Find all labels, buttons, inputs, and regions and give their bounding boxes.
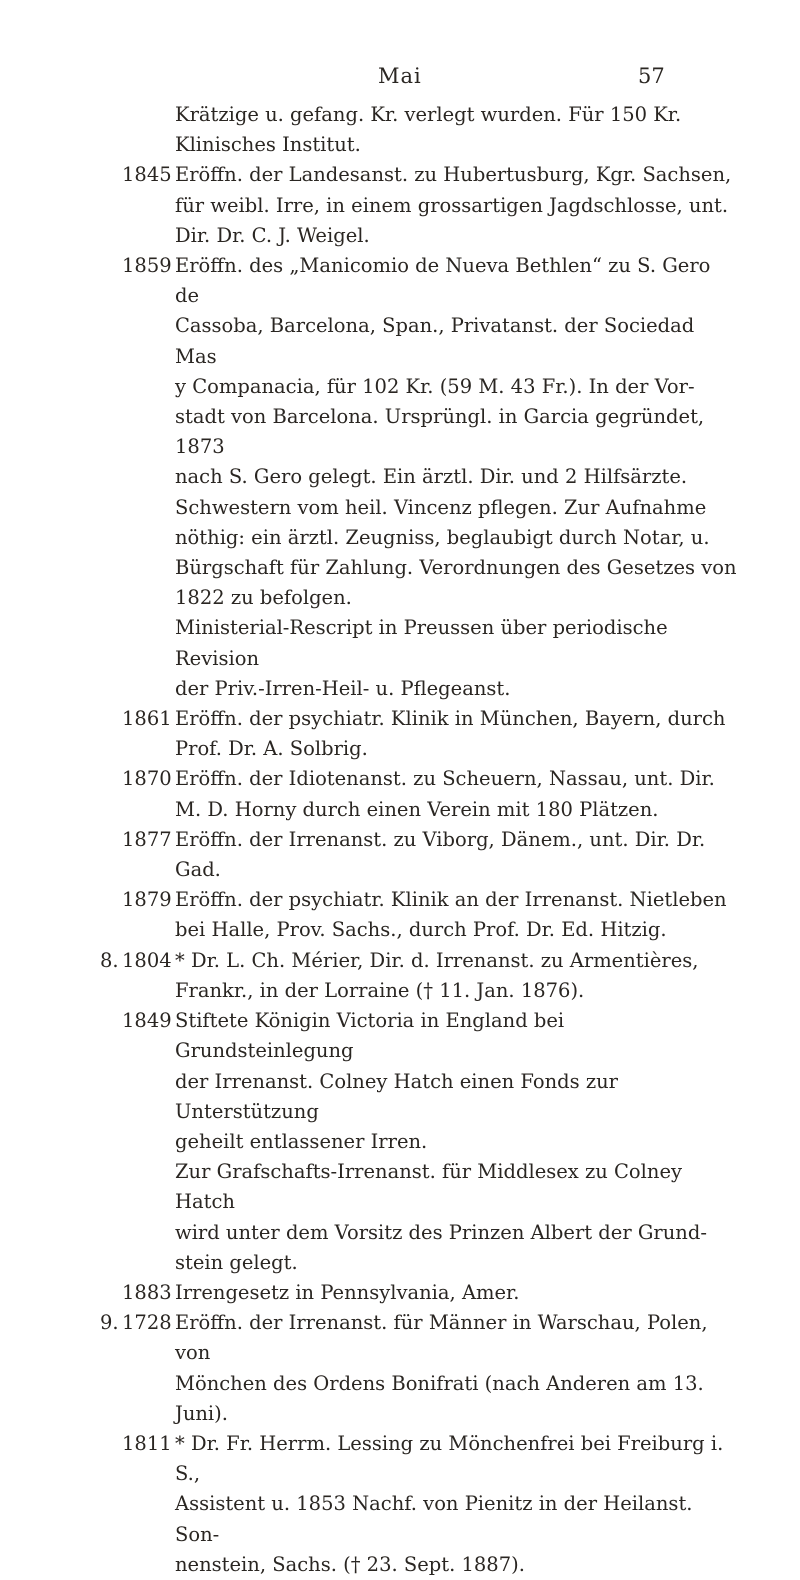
chronicle-entry	[100, 251, 740, 613]
entry-line: Krätzige u. gefang. Kr. verlegt wurden. Für 150 Kr.	[175, 103, 682, 126]
entry-year: 1861	[122, 707, 172, 731]
entry-line: wird unter dem Vorsitz des Prinzen Albert der Grund-	[175, 1220, 707, 1244]
entry-year: 1870	[122, 767, 172, 791]
entry-line: Eröffn. der Landesanst. zu Hubertusburg, Kgr. Sachsen,	[175, 163, 732, 187]
page-header	[0, 64, 800, 94]
entry-line: * Dr. L. Ch. Mérier, Dir. d. Irrenanst. zu Armentières,	[175, 948, 699, 972]
entry-line: nach S. Gero gelegt. Ein ärztl. Dir. und 2 Hilfsärzte.	[175, 465, 688, 489]
chronicle-body	[100, 100, 740, 1580]
entry-year: 1879	[122, 888, 172, 912]
entry-line: geheilt entlassener Irren.	[175, 1129, 428, 1153]
entry-year: 1849	[122, 1009, 172, 1033]
entry-line: 1822 zu befolgen.	[175, 586, 352, 610]
day-number	[100, 100, 122, 160]
entry-line: Mönchen des Ordens Bonifrati (nach Anderen am 13. Juni).	[175, 1371, 704, 1425]
entry-line: Irrengesetz in Pennsylvania, Amer.	[175, 1280, 520, 1304]
entry-line: y Companacia, für 102 Kr. (59 M. 43 Fr.). In der Vor-	[175, 374, 695, 398]
entry-year: 1877	[122, 827, 172, 851]
entry-year: 1883	[122, 1280, 172, 1304]
entry-year: 1804	[122, 948, 172, 972]
entry-year	[122, 100, 175, 160]
entry-line: Ministerial-Rescript in Preussen über periodische Revision	[175, 616, 668, 670]
entry-line: der Priv.-Irren-Heil- u. Pflegeanst.	[175, 676, 511, 700]
entry-line: Eröffn. der psychiatr. Klinik an der Irrenanst. Nietleben	[175, 888, 727, 912]
entry-line: Assistent u. 1853 Nachf. von Pienitz in der Heilanst. Son-	[175, 1492, 693, 1546]
day-number	[100, 160, 122, 251]
entry-line: stadt von Barcelona. Ursprüngl. in Garcia gegründet, 1873	[175, 405, 705, 459]
chronicle-entry	[100, 946, 740, 1006]
day-number	[100, 251, 122, 613]
entry-line: nenstein, Sachs. († 23. Sept. 1887).	[175, 1552, 525, 1576]
entry-line: bei Halle, Prov. Sachs., durch Prof. Dr. Ed. Hitzig.	[175, 918, 667, 942]
day-number	[100, 825, 122, 885]
day-number	[100, 704, 122, 764]
entry-line: Klinisches Institut.	[175, 133, 361, 157]
entry-line: Eröffn. der Irrenanst. zu Viborg, Dänem., unt. Dir. Dr. Gad.	[175, 827, 706, 882]
chronicle-entry	[100, 160, 740, 251]
entry-line: * Dr. Fr. Herrm. Lessing zu Mönchenfrei bei Freiburg i. S.,	[175, 1431, 724, 1486]
day-number	[100, 1006, 122, 1157]
entry-year: 1728	[122, 1311, 172, 1335]
chronicle-entry	[100, 825, 740, 885]
entry-line: Schwestern vom heil. Vincenz pflegen. Zur Aufnahme	[175, 495, 707, 519]
day-number	[100, 1157, 122, 1278]
entry-line: für weibl. Irre, in einem grossartigen Jagdschlosse, unt.	[175, 193, 729, 217]
entry-line: Dir. Dr. C. J. Weigel.	[175, 223, 370, 247]
entry-line: nöthig: ein ärztl. Zeugniss, beglaubigt durch Notar, u.	[175, 525, 710, 549]
entry-line: Prof. Dr. A. Solbrig.	[175, 737, 368, 761]
chronicle-entry	[100, 1429, 740, 1580]
chronicle-entry	[100, 613, 740, 704]
day-number	[100, 1429, 122, 1580]
entry-line: der Irrenanst. Colney Hatch einen Fonds zur Unterstützung	[175, 1069, 619, 1123]
chronicle-entry	[100, 885, 740, 945]
day-number: 9.	[100, 1311, 119, 1335]
running-head-month: Mai	[378, 64, 422, 88]
entry-year: 1811	[122, 1431, 172, 1455]
chronicle-entry	[100, 100, 740, 160]
entry-line: Zur Grafschafts-Irrenanst. für Middlesex zu Colney Hatch	[175, 1160, 683, 1214]
entry-line: Bürgschaft für Zahlung. Verordnungen des Gesetzes von	[175, 556, 737, 580]
day-number	[100, 764, 122, 824]
entry-year	[122, 1157, 175, 1278]
chronicle-entry	[100, 1157, 740, 1278]
day-number	[100, 885, 122, 945]
entry-year: 1845	[122, 163, 172, 187]
day-number	[100, 613, 122, 704]
entry-line: Eröffn. der psychiatr. Klinik in München, Bayern, durch	[175, 707, 726, 731]
chronicle-entry	[100, 1006, 740, 1157]
entry-line: Cassoba, Barcelona, Span., Privatanst. der Sociedad Mas	[175, 314, 695, 368]
entry-line: stein gelegt.	[175, 1250, 298, 1274]
entry-line: Stiftete Königin Victoria in England bei Grundsteinlegung	[175, 1009, 565, 1063]
entry-line: Eröffn. der Idiotenanst. zu Scheuern, Nassau, unt. Dir.	[175, 767, 715, 791]
chronicle-entry	[100, 764, 740, 824]
chronicle-entry	[100, 1278, 740, 1308]
chronicle-entry	[100, 1308, 740, 1429]
entry-year: 1859	[122, 254, 172, 278]
entry-line: Eröffn. des „Manicomio de Nueva Bethlen“ zu S. Gero de	[175, 254, 711, 308]
entry-year	[122, 613, 175, 704]
chronicle-entry	[100, 704, 740, 764]
entry-line: Eröffn. der Irrenanst. für Männer in Warschau, Polen, von	[175, 1311, 708, 1365]
page-number: 57	[638, 64, 665, 88]
day-number	[100, 1278, 122, 1308]
day-number: 8.	[100, 948, 119, 972]
entry-line: Frankr., in der Lorraine († 11. Jan. 1876).	[175, 978, 585, 1002]
entry-line: M. D. Horny durch einen Verein mit 180 Plätzen.	[175, 797, 659, 821]
